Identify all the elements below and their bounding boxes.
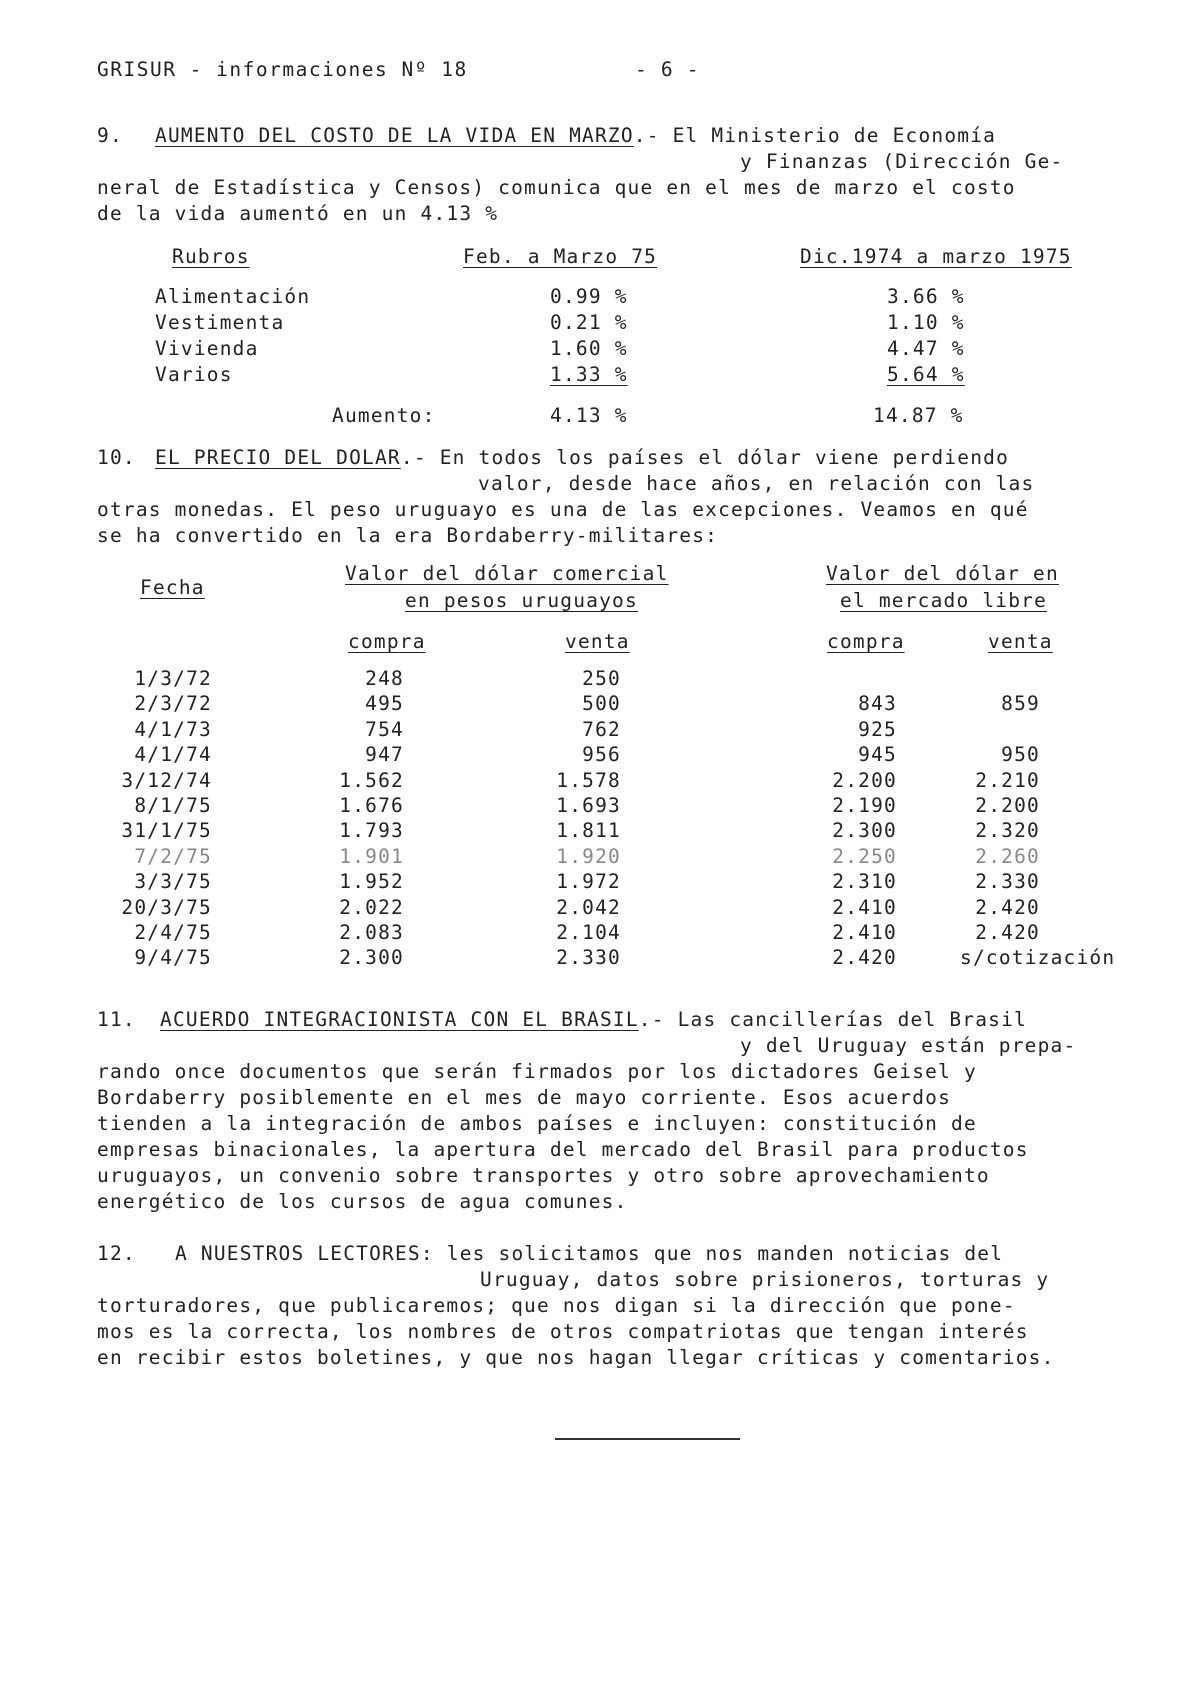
- section-text-line: Bordaberry posiblemente en el mes de mayo corriente. Esos acuerdos: [97, 1086, 952, 1109]
- comercial-compra-cell: 1.562: [339, 768, 404, 792]
- comercial-venta-cell: 762: [582, 717, 621, 741]
- libre-venta-cell: 2.330: [975, 870, 1040, 894]
- fecha-cell: 9/4/75: [134, 946, 212, 970]
- table-cell: 0.21 %: [550, 311, 628, 334]
- libre-header: el mercado libre: [840, 589, 1048, 612]
- table-cell: 3.66 %: [887, 285, 965, 308]
- libre-venta-cell: 2.260: [975, 844, 1040, 868]
- page-header: [97, 58, 468, 81]
- libre-compra-cell: 2.300: [832, 819, 897, 843]
- section-text-line: en recibir estos boletines, y que nos hagan llegar críticas y comentarios.: [97, 1346, 1055, 1369]
- libre-compra-cell: 2.200: [832, 768, 897, 792]
- compra-header: compra: [348, 630, 426, 653]
- comercial-venta-cell: 2.042: [556, 895, 621, 919]
- libre-venta-cell: 2.420: [975, 921, 1040, 944]
- comercial-compra-cell: 2.022: [339, 895, 404, 919]
- fecha-header: Fecha: [140, 576, 205, 599]
- fecha-cell: 2/3/72: [134, 692, 212, 716]
- section-number: 10.: [97, 446, 136, 469]
- libre-compra-cell: 2.250: [832, 844, 897, 868]
- comercial-venta-cell: 1.811: [556, 819, 621, 843]
- closing-rule: [555, 1438, 740, 1440]
- comercial-compra-cell: 1.952: [339, 870, 404, 894]
- section-text-line: de la vida aumentó en un 4.13 %: [97, 202, 499, 225]
- section-title: EL PRECIO DEL DOLAR: [155, 446, 401, 469]
- fecha-cell: 3/12/74: [121, 768, 212, 792]
- section-text-line: .- En todos los países el dólar viene perdiendo: [400, 446, 1010, 469]
- libre-header: Valor del dólar en: [826, 562, 1059, 585]
- comercial-header: en pesos uruguayos: [405, 589, 638, 612]
- fecha-cell: 2/4/75: [134, 921, 212, 944]
- total-value: 14.87 %: [873, 404, 964, 427]
- section-text-line: y Finanzas (Dirección Ge-: [740, 150, 1064, 173]
- table-cell: Vivienda: [155, 337, 259, 360]
- venta-header: venta: [565, 630, 630, 653]
- comercial-header: Valor del dólar comercial: [345, 562, 669, 585]
- comercial-compra-cell: 1.676: [339, 794, 404, 817]
- fecha-cell: 20/3/75: [121, 895, 212, 919]
- table-cell: 0.99 %: [550, 285, 628, 308]
- comercial-compra-cell: 2.083: [339, 921, 404, 944]
- comercial-venta-cell: 1.920: [556, 844, 621, 868]
- section-text-line: Uruguay, datos sobre prisioneros, torturas y: [480, 1268, 1050, 1291]
- section-title: A NUESTROS LECTORES: [175, 1242, 421, 1265]
- table-cell: 1.10 %: [887, 311, 965, 334]
- comercial-venta-cell: 956: [582, 743, 621, 767]
- libre-compra-cell: 2.420: [832, 946, 897, 970]
- section-text-line: y del Uruguay están prepa-: [740, 1034, 1077, 1057]
- total-value: 4.13 %: [550, 404, 628, 427]
- libre-compra-cell: 2.410: [832, 895, 897, 919]
- table-cell: 1.60 %: [550, 337, 628, 360]
- table-cell: 4.47 %: [887, 337, 965, 360]
- fecha-cell: 1/3/72: [134, 667, 212, 690]
- libre-venta-cell: s/cotización: [960, 946, 1116, 970]
- comercial-venta-cell: 2.104: [556, 921, 621, 944]
- section-text-line: valor, desde hace años, en relación con las: [478, 472, 1035, 495]
- table-cell: Alimentación: [155, 285, 311, 308]
- libre-compra-cell: 843: [858, 692, 897, 716]
- libre-venta-cell: 2.420: [975, 895, 1040, 919]
- page-number: - 6 -: [635, 58, 700, 81]
- comercial-compra-cell: 495: [365, 692, 404, 716]
- section-10-title-line: [155, 446, 1009, 469]
- comercial-compra-cell: 2.300: [339, 946, 404, 970]
- section-text-line: otras monedas. El peso uruguayo es una de las excepciones. Veamos en qué: [97, 498, 1029, 521]
- comercial-venta-cell: 1.693: [556, 794, 621, 817]
- section-number: 9.: [97, 124, 123, 147]
- underlined-value: 1.33 %: [550, 363, 628, 386]
- comercial-compra-cell: 1.901: [339, 844, 404, 868]
- venta-header: venta: [988, 630, 1053, 653]
- table-cell: Vestimenta: [155, 311, 285, 334]
- comercial-venta-cell: 1.578: [556, 768, 621, 792]
- libre-compra-cell: 2.410: [832, 921, 897, 944]
- libre-venta-cell: 859: [1001, 692, 1040, 716]
- section-text-line: .- Las cancillerías del Brasil: [638, 1008, 1027, 1031]
- libre-compra-cell: 2.310: [832, 870, 897, 894]
- libre-venta-cell: 950: [1001, 743, 1040, 767]
- section-12-title-line: [175, 1242, 1003, 1265]
- section-text-line: .- El Ministerio de Economía: [633, 124, 997, 147]
- section-text-line: se ha convertido en la era Bordaberry-militares:: [97, 524, 719, 547]
- libre-compra-cell: 945: [858, 743, 897, 767]
- fecha-cell: 4/1/74: [134, 743, 212, 767]
- section-text-line: neral de Estadística y Censos) comunica que en el mes de marzo el costo: [97, 176, 1016, 199]
- libre-compra-cell: 925: [858, 717, 897, 741]
- libre-compra-cell: 2.190: [832, 794, 897, 817]
- comercial-venta-cell: 250: [582, 667, 621, 690]
- section-text-line: rando once documentos que serán firmados por los dictadores Geisel y: [97, 1060, 977, 1083]
- publication-title: GRISUR - informaciones Nº 18: [97, 58, 468, 81]
- underlined-value: 5.64 %: [887, 363, 965, 386]
- comercial-compra-cell: 754: [365, 717, 404, 741]
- total-label: Aumento:: [332, 404, 436, 427]
- fecha-cell: 3/3/75: [134, 870, 212, 894]
- table-cell: [550, 363, 628, 386]
- fecha-cell: 7/2/75: [134, 844, 212, 868]
- section-text-line: energético de los cursos de agua comunes.: [97, 1190, 628, 1213]
- compra-header: compra: [827, 630, 905, 653]
- fecha-cell: 8/1/75: [134, 794, 212, 817]
- section-number: 11.: [97, 1008, 136, 1031]
- section-title: AUMENTO DEL COSTO DE LA VIDA EN MARZO: [155, 124, 634, 147]
- section-text-line: mos es la correcta, los nombres de otros compatriotas que tengan interés: [97, 1320, 1029, 1343]
- table-header: Dic.1974 a marzo 1975: [800, 245, 1072, 268]
- section-9-title-line: [155, 124, 996, 147]
- comercial-compra-cell: 947: [365, 743, 404, 767]
- libre-venta-cell: 2.210: [975, 768, 1040, 792]
- section-text-line: torturadores, que publicaremos; que nos digan si la dirección que pone-: [97, 1294, 1016, 1317]
- libre-venta-cell: 2.200: [975, 794, 1040, 817]
- section-number: 12.: [97, 1242, 136, 1265]
- table-header: Feb. a Marzo 75: [463, 245, 658, 268]
- section-title: ACUERDO INTEGRACIONISTA CON EL BRASIL: [160, 1008, 639, 1031]
- section-text-line: : les solicitamos que nos manden noticias del: [420, 1242, 1004, 1265]
- section-text-line: tienden a la integración de ambos países e incluyen: constitución de: [97, 1112, 977, 1135]
- table-cell: Varios: [155, 363, 233, 386]
- comercial-venta-cell: 1.972: [556, 870, 621, 894]
- table-header: Rubros: [172, 245, 250, 268]
- section-text-line: empresas binacionales, la apertura del mercado del Brasil para productos: [97, 1138, 1029, 1161]
- comercial-compra-cell: 1.793: [339, 819, 404, 843]
- section-11-title-line: [160, 1008, 1027, 1031]
- fecha-cell: 31/1/75: [121, 819, 212, 843]
- comercial-venta-cell: 2.330: [556, 946, 621, 970]
- fecha-cell: 4/1/73: [134, 717, 212, 741]
- libre-venta-cell: 2.320: [975, 819, 1040, 843]
- comercial-compra-cell: 248: [365, 667, 404, 690]
- table-cell: [887, 363, 965, 386]
- comercial-venta-cell: 500: [582, 692, 621, 716]
- section-text-line: uruguayos, un convenio sobre transportes y otro sobre aprovechamiento: [97, 1164, 990, 1187]
